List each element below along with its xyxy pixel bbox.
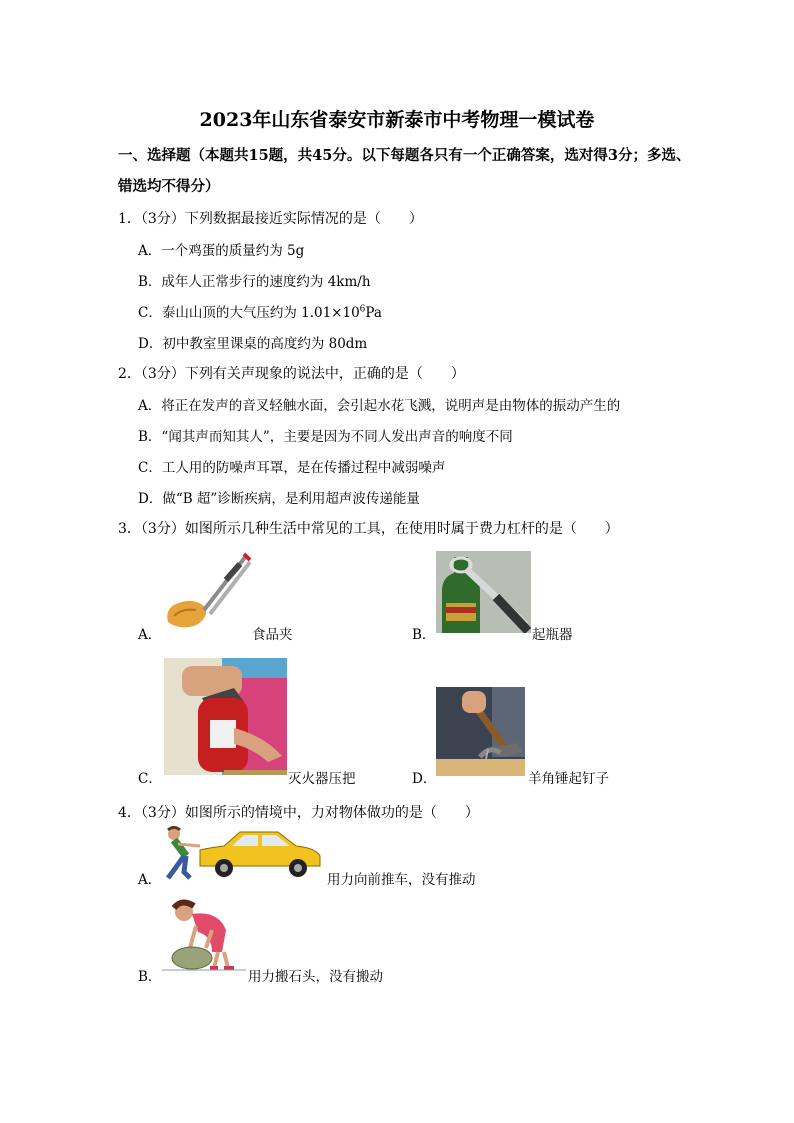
question-4-option-b-label: 用力搬石头，没有搬动 xyxy=(248,969,383,985)
bottle-opener-image xyxy=(436,551,531,633)
food-tongs-image xyxy=(160,550,252,632)
section-heading-line1: 一、选择题（本题共15题，共45分。以下每题各只有一个正确答案，选对得3分；多选、 xyxy=(118,147,691,164)
question-2-option-d: D．做“B 超”诊断疾病，是利用超声波传递能量 xyxy=(138,491,420,507)
option-c-exponent: 6 xyxy=(359,304,366,315)
question-1-stem: 1．（3分）下列数据最接近实际情况的是（ ） xyxy=(118,211,423,227)
question-2-stem: 2．（3分）下列有关声现象的说法中，正确的是（ ） xyxy=(118,366,465,382)
question-2-option-b: B．“闻其声而知其人”，主要是因为不同人发出声音的响度不同 xyxy=(138,429,513,445)
question-4-option-a-letter: A． xyxy=(138,872,162,888)
question-4-option-a-label: 用力向前推车，没有推动 xyxy=(327,872,476,888)
question-1-option-a: A．一个鸡蛋的质量约为 5g xyxy=(138,243,305,259)
question-1-option-b: B．成年人正常步行的速度约为 4km/h xyxy=(138,274,371,290)
push-car-image xyxy=(160,826,326,882)
question-3-option-b-letter: B． xyxy=(412,627,436,643)
question-3-option-a-letter: A． xyxy=(138,627,162,643)
question-1-option-d: D．初中教室里课桌的高度约为 80dm xyxy=(138,336,368,352)
option-c-base: C．泰山山顶的大气压约为 1.01×10 xyxy=(138,305,360,321)
lift-stone-image xyxy=(162,896,246,972)
question-4-stem: 4．（3分）如图所示的情境中，力对物体做功的是（ ） xyxy=(118,805,479,821)
option-c-unit: Pa xyxy=(365,305,382,321)
fire-extinguisher-image xyxy=(164,658,287,775)
question-2-option-c: C．工人用的防噪声耳罩，是在传播过程中减弱噪声 xyxy=(138,460,446,476)
question-3-option-d-label: 羊角锤起钉子 xyxy=(528,771,609,787)
question-3-option-c-label: 灭火器压把 xyxy=(288,771,356,787)
question-3-stem: 3．（3分）如图所示几种生活中常见的工具，在使用时属于费力杠杆的是（ ） xyxy=(118,521,619,537)
claw-hammer-image xyxy=(436,687,525,776)
question-4-option-b-letter: B． xyxy=(138,969,162,985)
question-3-option-a-label: 食品夹 xyxy=(252,627,293,643)
section-heading-line2: 错选均不得分） xyxy=(118,178,220,195)
question-2-option-a: A．将正在发声的音叉轻触水面，会引起水花飞溅，说明声是由物体的振动产生的 xyxy=(138,398,621,414)
question-1-option-c xyxy=(138,301,382,321)
question-3-option-c-letter: C． xyxy=(138,771,162,787)
question-3-option-d-letter: D． xyxy=(412,771,437,787)
page-title: 2023年山东省泰安市新泰市中考物理一模试卷 xyxy=(199,109,595,131)
question-3-option-b-label: 起瓶器 xyxy=(532,627,573,643)
